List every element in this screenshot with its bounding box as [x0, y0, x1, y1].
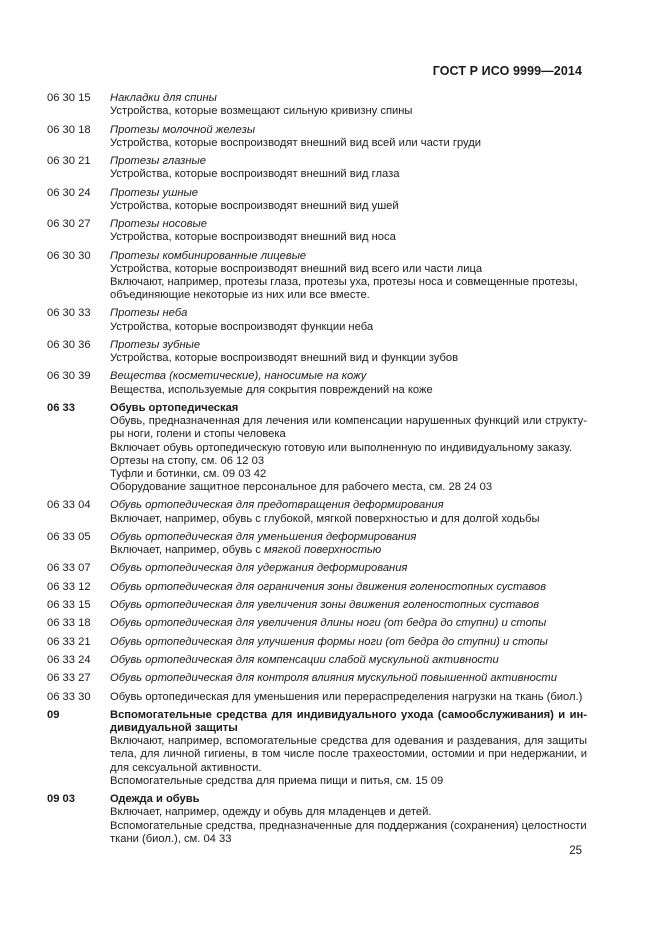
- entry-code: 06 33 24: [47, 653, 91, 666]
- entry-description: Устройства, которые возмещают сильную кривизну спины: [110, 105, 413, 118]
- classification-entry: [47, 370, 587, 396]
- entry-description: Устройства, которые воспроизводят внешний вид ушей: [110, 199, 399, 212]
- entry-title: Обувь ортопедическая: [110, 401, 239, 414]
- entry-description: Вспомогательные средства, предназначенные для поддержания (сохранения) целостности: [110, 819, 587, 832]
- entry-title: Вспомогательные средства для индивидуального ухода (самообслуживания) и ин-: [110, 708, 587, 721]
- entry-body: [110, 370, 587, 396]
- entry-body: [110, 654, 587, 667]
- classification-entry: [47, 531, 587, 557]
- entry-description: объединяющие некоторые из них или все вместе.: [110, 289, 370, 302]
- entry-title: Накладки для спины: [110, 92, 217, 104]
- description-text: Включает, например, обувь с: [110, 544, 264, 557]
- entry-code: 06 33 07: [47, 562, 91, 575]
- entry-title: Обувь ортопедическая для улучшения формы ноги (от бедра до ступни) и стопы: [110, 635, 548, 648]
- classification-entry: [47, 636, 587, 649]
- entry-code: 06 30 39: [47, 370, 91, 383]
- classification-entry: [47, 691, 587, 704]
- entry-description: Включает, например, обувь с глубокой, мягкой поверхностью и для долгой ходьбы: [110, 512, 540, 525]
- entry-description: Вещества, используемые для сокрытия повреждений на коже: [110, 383, 433, 396]
- entry-code: 06 33 05: [47, 530, 91, 543]
- entry-code: 06 33 30: [47, 690, 91, 703]
- entry-title: Протезы молочной железы: [110, 123, 256, 136]
- entry-description: Обувь, предназначенная для лечения или компенсации нарушенных функций или структу-: [110, 415, 587, 428]
- entry-body: [110, 339, 587, 365]
- entry-title: Протезы носовые: [110, 218, 207, 230]
- document-header: ГОСТ Р ИСО 9999—2014: [432, 64, 582, 78]
- entry-title: Обувь ортопедическая для уменьшения деформирования: [110, 530, 417, 543]
- entry-body: [110, 617, 587, 630]
- entry-description: Устройства, которые воспроизводят внешний вид глаза: [110, 168, 400, 181]
- entry-title: дивидуальной защиты: [110, 722, 238, 734]
- entry-description: Оборудование защитное персональное для рабочего места, см. 28 24 03: [110, 481, 493, 494]
- entry-code: 06 30 21: [47, 155, 91, 167]
- entry-description: Устройства, которые воспроизводят внешний вид носа: [110, 231, 396, 244]
- entry-body: [110, 581, 587, 594]
- entry-description: Устройства, которые воспроизводят внешний вид всей или части груди: [110, 136, 482, 149]
- entry-code: 06 30 30: [47, 249, 91, 262]
- entry-body: [110, 793, 587, 846]
- classification-entry: [47, 599, 587, 612]
- entry-title: Обувь ортопедическая для удержания деформирования: [110, 562, 408, 575]
- classification-entry: [47, 155, 587, 181]
- classification-entry: [47, 339, 587, 365]
- entry-body: [110, 599, 587, 612]
- entry-description: ткани (биол.), см. 04 33: [110, 832, 232, 845]
- entry-title: Обувь ортопедическая для компенсации слабой мускульной активности: [110, 653, 499, 666]
- entry-body: [110, 709, 587, 788]
- entry-code: 06 33 04: [47, 499, 91, 512]
- entry-description: Вспомогательные средства для приема пищи и питья, см. 15 09: [110, 774, 444, 787]
- entry-description: Устройства, которые воспроизводят внешний вид и функции зубов: [110, 352, 459, 365]
- entry-body: [110, 531, 587, 557]
- entry-body: [110, 124, 587, 150]
- entry-description: тела, для личной гигиены, в том числе после трахеостомии, остомии и при недержании, и: [110, 748, 587, 761]
- entry-code: 09 03: [47, 793, 75, 806]
- entry-body: [110, 218, 587, 244]
- entry-body: [110, 307, 587, 333]
- entry-title: Протезы неба: [110, 307, 188, 320]
- classification-entry: [47, 92, 587, 118]
- entry-description: для сексуальной активности.: [110, 761, 262, 774]
- entry-title: Обувь ортопедическая для ограничения зоны движения голеностопных суставов: [110, 580, 547, 593]
- classification-entry: [47, 617, 587, 630]
- classification-entry: [47, 709, 587, 788]
- classification-entry: [47, 562, 587, 575]
- entry-body: [110, 250, 587, 303]
- entry-description: Включает, например, одежду и обувь для младенцев и детей.: [110, 806, 432, 819]
- classification-entry: [47, 250, 587, 303]
- entry-body: [110, 155, 587, 181]
- entry-code: 06 30 24: [47, 186, 91, 199]
- entry-code: 06 33: [47, 401, 75, 414]
- entry-code: 06 30 33: [47, 307, 91, 320]
- entry-code: 06 33 18: [47, 617, 91, 630]
- entry-body: [110, 499, 587, 525]
- entry-title: Протезы ушные: [110, 186, 198, 199]
- classification-list: [47, 92, 587, 851]
- description-emphasis: мягкой поверхностью: [264, 544, 382, 557]
- entry-title: Обувь ортопедическая для уменьшения или перераспределения нагрузки на ткань (биол.): [110, 690, 583, 703]
- entry-body: [110, 562, 587, 575]
- classification-entry: [47, 124, 587, 150]
- entry-code: 06 30 18: [47, 123, 91, 136]
- entry-code: 06 30 36: [47, 338, 91, 351]
- entry-body: [110, 92, 587, 118]
- entry-code: 09: [47, 708, 60, 721]
- entry-title: Протезы комбинированные лицевые: [110, 249, 307, 262]
- entry-description: Устройства, которые воспроизводят внешний вид всего или части лица: [110, 262, 483, 275]
- entry-code: 06 33 27: [47, 672, 91, 685]
- classification-entry: [47, 654, 587, 667]
- classification-entry: [47, 581, 587, 594]
- entry-title: Одежда и обувь: [110, 793, 200, 806]
- classification-entry: [47, 402, 587, 494]
- entry-title: Протезы зубные: [110, 338, 201, 351]
- entry-description: Устройства, которые воспроизводят функции неба: [110, 320, 374, 333]
- entry-code: 06 33 15: [47, 599, 91, 612]
- entry-title: Обувь ортопедическая для увеличения зоны движения голеностопных суставов: [110, 599, 540, 612]
- classification-entry: [47, 187, 587, 213]
- entry-code: 06 33 21: [47, 635, 91, 648]
- classification-entry: [47, 307, 587, 333]
- classification-entry: [47, 793, 587, 846]
- entry-body: [110, 402, 587, 494]
- entry-body: [110, 636, 587, 649]
- entry-title: Вещества (косметические), наносимые на кожу: [110, 370, 367, 383]
- entry-code: 06 30 27: [47, 218, 91, 230]
- entry-description: Туфли и ботинки, см. 09 03 42: [110, 467, 267, 480]
- entry-title: Обувь ортопедическая для контроля влияния мускульной повышенной активности: [110, 672, 557, 685]
- entry-description: ры ноги, голени и стопы человека: [110, 428, 286, 441]
- entry-code: 06 30 15: [47, 92, 91, 104]
- entry-description: Ортезы на стопу, см. 06 12 03: [110, 454, 265, 467]
- classification-entry: [47, 499, 587, 525]
- entry-title: Обувь ортопедическая для предотвращения деформирования: [110, 499, 444, 512]
- classification-entry: [47, 672, 587, 685]
- page-number: 25: [569, 845, 582, 857]
- entry-body: [110, 691, 587, 704]
- classification-entry: [47, 218, 587, 244]
- entry-title: Обувь ортопедическая для увеличения длины ноги (от бедра до ступни) и стопы: [110, 617, 547, 630]
- entry-code: 06 33 12: [47, 580, 91, 593]
- entry-description: Включает обувь ортопедическую готовую или выполненную по индивидуальному заказу.: [110, 441, 572, 454]
- entry-title: Протезы глазные: [110, 155, 206, 167]
- entry-description: [110, 544, 587, 557]
- entry-body: [110, 672, 587, 685]
- entry-description: Включают, например, протезы глаза, протезы уха, протезы носа и совмещенные протезы,: [110, 275, 578, 288]
- entry-description: Включают, например, вспомогательные средства для одевания и раздевания, для защиты: [110, 735, 587, 748]
- entry-body: [110, 187, 587, 213]
